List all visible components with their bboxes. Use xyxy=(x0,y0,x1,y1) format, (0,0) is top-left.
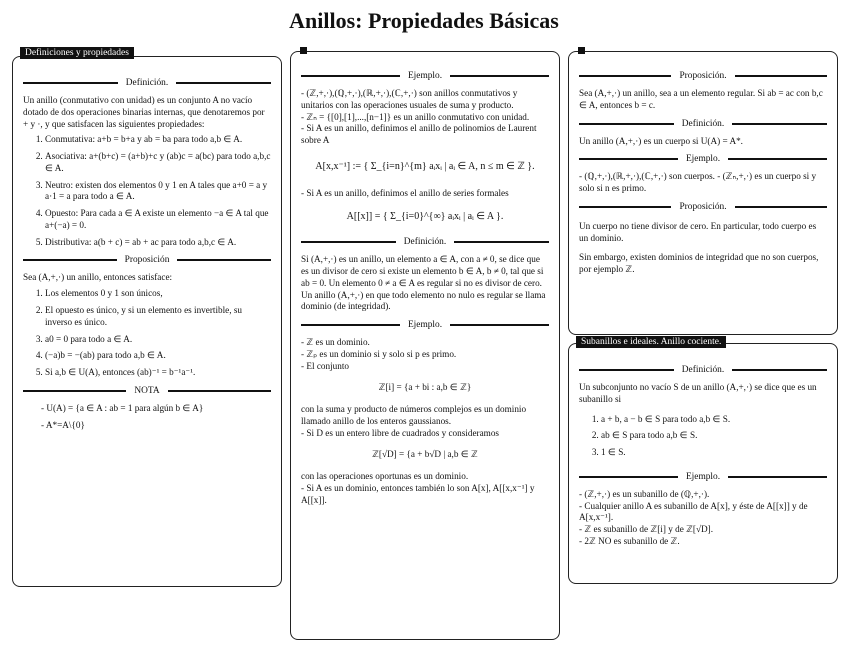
list-item: 2. Asociativa: a+(b+c) = (a+b)+c y (ab)c = a(bc) para todo a,b,c ∈ A. xyxy=(45,151,271,175)
cancellation-proposition: Sea (A,+,·) un anillo, sea a un elemento regular. Si ab = ac con b,c ∈ A, entonces b = c. xyxy=(579,88,823,110)
list-item: 2. El opuesto es único, y si un elemento es invertible, su inverso es único. xyxy=(45,305,271,329)
list-item: 1. Conmutativa: a+b = b+a y ab = ba para todo a,b ∈ A. xyxy=(45,134,271,146)
example-line: con las operaciones oportunas es un dominio. xyxy=(301,471,469,482)
field-examples: - (ℚ,+,·),(ℝ,+,·),(ℂ,+,·) son cuerpos. - (ℤₙ,+,·) es un cuerpo si y solo si n es primo. xyxy=(579,171,817,194)
example-heading: Ejemplo. xyxy=(301,319,549,331)
example-heading: Ejemplo. xyxy=(579,471,827,483)
ring-properties-list xyxy=(23,134,271,248)
list-item: 1. a + b, a − b ∈ S para todo a,b ∈ S. xyxy=(601,414,827,426)
example-line: - El conjunto xyxy=(301,360,349,371)
sqrt-formula: ℤ[√D] = {a + b√D | a,b ∈ ℤ xyxy=(372,449,478,460)
list-item: 3. Neutro: existen dos elementos 0 y 1 en A tales que a+0 = a y a·1 = a para todo a ∈ A. xyxy=(45,180,271,204)
zero-divisor-definition: Si (A,+,·) es un anillo, un elemento a ∈ A, con a ≠ 0, se dice que es un divisor de cero si existe un elemento b ∈ A, b ≠ 0, tal que si ab = 0. Un elemento 0 ≠ a ∈ A es regular si no es divisor de cero. Un anillo (A,+,·) en que todo elemento no nulo es regular se llama dominio (de integridad). xyxy=(301,254,546,312)
corner-marker xyxy=(300,47,307,54)
example-line: - ℤₚ es un dominio si y solo si p es primo. xyxy=(301,348,457,359)
definition-heading: Definición. xyxy=(579,118,827,130)
definition-heading: Definición. xyxy=(23,77,271,89)
nota-list xyxy=(23,403,271,432)
examples-panel xyxy=(290,51,560,640)
fields-panel xyxy=(568,51,838,335)
laurent-formula: A[x,x⁻¹] := { Σ_{i=n}^{m} aᵢxᵢ | aᵢ ∈ A, n ≤ m ∈ ℤ }. xyxy=(315,160,535,172)
field-proposition-2: Sin embargo, existen dominios de integridad que no son cuerpos, por ejemplo ℤ. xyxy=(579,252,819,275)
example-line: - 2ℤ NO es subanillo de ℤ. xyxy=(579,535,680,546)
list-item: 2. ab ∈ S para todo a,b ∈ S. xyxy=(601,430,827,442)
proposition-intro: Sea (A,+,·) un anillo, entonces satisface: xyxy=(23,272,173,283)
example-line: - Cualquier anillo A es subanillo de A[x], y éste de A[[x]] y de A[x,x⁻¹]. xyxy=(579,500,808,523)
page-title: Anillos: Propiedades Básicas xyxy=(289,8,559,33)
ring-definition-text: Un anillo (conmutativo con unidad) es un conjunto A no vacío dotado de dos operaciones binarias internas, que denotaremos por + y ·, y que satisfacen las siguientes propiedades: xyxy=(23,95,265,129)
proposition-heading: Proposición. xyxy=(579,70,827,82)
proposition-heading: Proposición. xyxy=(579,201,827,213)
corner-marker xyxy=(578,47,585,54)
proposition-list xyxy=(23,288,271,379)
subring-definition: Un subconjunto no vacío S de un anillo (A,+,·) se dice que es un subanillo si xyxy=(579,382,817,404)
definition-heading: Definición. xyxy=(301,236,549,248)
example-line: - (ℤ,+,·),(ℚ,+,·),(ℝ,+,·),(ℂ,+,·) son anillos conmutativos y unitarios con las operaciones usuales de suma y producto. xyxy=(301,88,518,110)
field-proposition-1: Un cuerpo no tiene divisor de cero. En particular, todo cuerpo es un dominio. xyxy=(579,220,817,243)
definitions-tag: Definiciones y propiedades xyxy=(20,47,134,59)
example-line: - ℤₙ = {[0],[1],...,[n−1]} es un anillo conmutativo con unidad. xyxy=(301,111,530,122)
list-item: 4. Opuesto: Para cada a ∈ A existe un elemento −a ∈ A tal que a+(−a) = 0. xyxy=(45,208,271,232)
subrings-tag: Subanillos e ideales. Anillo cociente. xyxy=(576,336,726,348)
proposition-heading: Proposición xyxy=(23,254,271,266)
list-item: 5. Si a,b ∈ U(A), entonces (ab)⁻¹ = b⁻¹a⁻¹. xyxy=(45,367,271,379)
definitions-panel xyxy=(12,56,282,587)
example-line: con la suma y producto de números complejos es un dominio llamado anillo de los enteros gaussianos. xyxy=(301,404,527,426)
list-item: 5. Distributiva: a(b + c) = ab + ac para todo a,b,c ∈ A. xyxy=(45,237,271,249)
list-item: 3. a0 = 0 para todo a ∈ A. xyxy=(45,334,271,346)
subring-conditions-list xyxy=(579,414,827,459)
field-definition: Un anillo (A,+,·) es un cuerpo si U(A) = A*. xyxy=(579,135,743,146)
list-item: 4. (−a)b = −(ab) para todo a,b ∈ A. xyxy=(45,350,271,362)
example-line: - Si D es un entero libre de cuadrados y consideramos xyxy=(301,427,499,438)
example-line: - Si A es un dominio, entonces también lo son A[x], A[[x,x⁻¹] y A[[x]]. xyxy=(301,483,535,505)
series-formula: A[[x]] = { Σ_{i=0}^{∞} aᵢxᵢ | aᵢ ∈ A }. xyxy=(346,211,504,223)
gaussian-formula: ℤ[i] = {a + bi : a,b ∈ ℤ} xyxy=(378,382,472,393)
list-item: 1. Los elementos 0 y 1 son únicos, xyxy=(45,288,271,300)
nota-heading: NOTA xyxy=(23,385,271,397)
list-item: 3. 1 ∈ S. xyxy=(601,447,827,459)
example-line: - ℤ es un dominio. xyxy=(301,337,370,348)
list-item: - A*=A\{0} xyxy=(41,419,85,430)
definition-heading: Definición. xyxy=(579,364,827,376)
example-line: - ℤ es subanillo de ℤ[i] y de ℤ[√D]. xyxy=(579,524,713,535)
example-heading: Ejemplo. xyxy=(579,153,827,165)
example-line: - (ℤ,+,·) es un subanillo de (ℚ,+,·). xyxy=(579,488,710,499)
subrings-panel xyxy=(568,343,838,584)
list-item: - U(A) = {a ∈ A : ab = 1 para algún b ∈ A} xyxy=(41,402,204,413)
example-line: - Si A es un anillo, definimos el anillo de series formales xyxy=(301,187,509,198)
example-heading: Ejemplo. xyxy=(301,70,549,82)
example-line: - Si A es un anillo, definimos el anillo de polinomios de Laurent sobre A xyxy=(301,123,537,146)
